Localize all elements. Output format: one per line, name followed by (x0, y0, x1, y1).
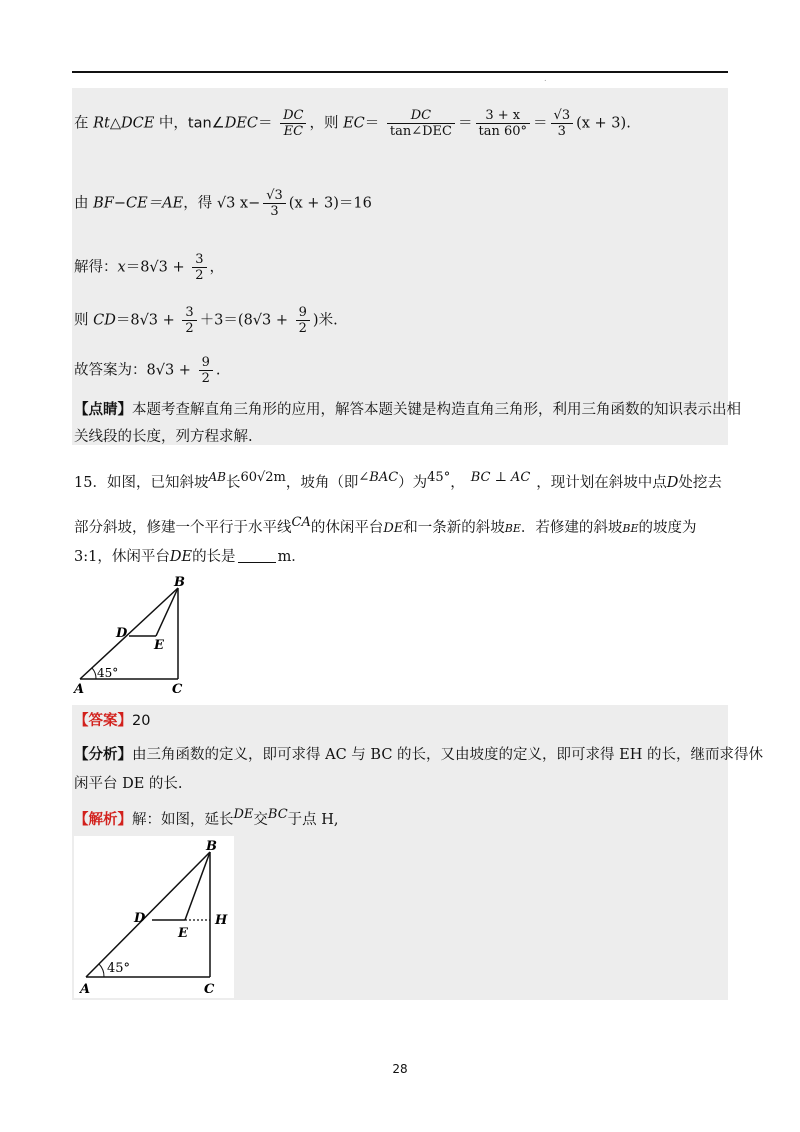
page-number: 28 (392, 1062, 408, 1076)
label-D: D (134, 911, 146, 926)
answer-blank (238, 548, 276, 563)
label-A: A (74, 682, 85, 696)
solution-line-3: 解得：x＝8√3 + $\frac{3}{2}$ ， (74, 252, 225, 283)
analysis-line-1: 【分析】由三角函数的定义，即可求得 AC 与 BC 的长，又由坡度的定义，即可求得 EH 的长，继而求得休 (74, 747, 763, 763)
comment-line-1: 【点睛】本题考查解直角三角形的应用，解答本题关键是构造直角三角形，利用三角函数的知识表示出相 (74, 402, 741, 418)
analysis-line-2: 闲平台 DE 的长. (74, 776, 183, 792)
question-line-2: 部分斜坡，修建一个平行于水平线$^{CA}$的休闲平台DE和一条新的斜坡BE．若修建的斜坡BE的坡度为 (74, 515, 697, 536)
solution-line-1: 在 Rt△DCE 中，tan∠DEC＝ $\frac{DC}{EC}$ ，则 EC＝ $\frac{DC}{\text{tan∠DEC}}$ ＝ $\frac{3 + x}{\tan 60^\circ}$ ＝ $\frac{√3}{3}$ (x + 3). (74, 108, 631, 139)
label-C: C (172, 682, 183, 696)
label-B: B (174, 575, 185, 590)
answer-line (74, 712, 150, 730)
label-D: D (116, 626, 128, 641)
comment-tag: 【点睛】 (74, 402, 132, 418)
analysis-tag: 【分析】 (74, 747, 132, 763)
solution-tag: 【解析】 (74, 811, 132, 828)
figure-1 (72, 574, 192, 696)
label-angle: 45° (107, 961, 131, 976)
label-C: C (204, 982, 215, 997)
header-rule (72, 71, 728, 73)
label-A: A (80, 982, 91, 997)
triangle-lines (80, 588, 178, 679)
question-line-1: 15．如图，已知斜坡$^{AB}$长$^{60√2m}$，坡角（即$^{\angle BAC}$）为$^{45^\circ}$， $^{BC \perp AC}$ ，现计划在斜坡中点D处挖去 (74, 470, 722, 491)
solution-line-2: 由 BF−CE＝AE，得 √3 x− $\frac{√3}{3}$ (x + 3)＝16 (74, 188, 372, 219)
label-H: H (215, 913, 228, 928)
question-line-3: 3:1，休闲平台DE的长是 m． (74, 549, 306, 565)
answer-tag: 【答案】 (74, 713, 132, 729)
label-E: E (154, 638, 164, 653)
label-B: B (206, 839, 217, 854)
solution-intro: 【解析】解：如图，延长$^{DE}$交$^{BC}$于点 H, (74, 807, 339, 828)
label-angle: 45° (97, 666, 119, 680)
header-dot: . (544, 74, 547, 83)
comment-line-2: 关线段的长度，列方程求解. (74, 429, 253, 445)
solution-line-5: 故答案为：8√3 + $\frac{9}{2}$ . (74, 355, 221, 386)
label-E: E (178, 926, 188, 941)
answer-value: 20 (132, 713, 151, 729)
solution-line-4: 则 CD＝8√3 + $\frac{3}{2}$ ＋3＝(8√3 + $\frac{9}{2}$ )米. (74, 305, 338, 336)
figure-2 (74, 836, 234, 998)
